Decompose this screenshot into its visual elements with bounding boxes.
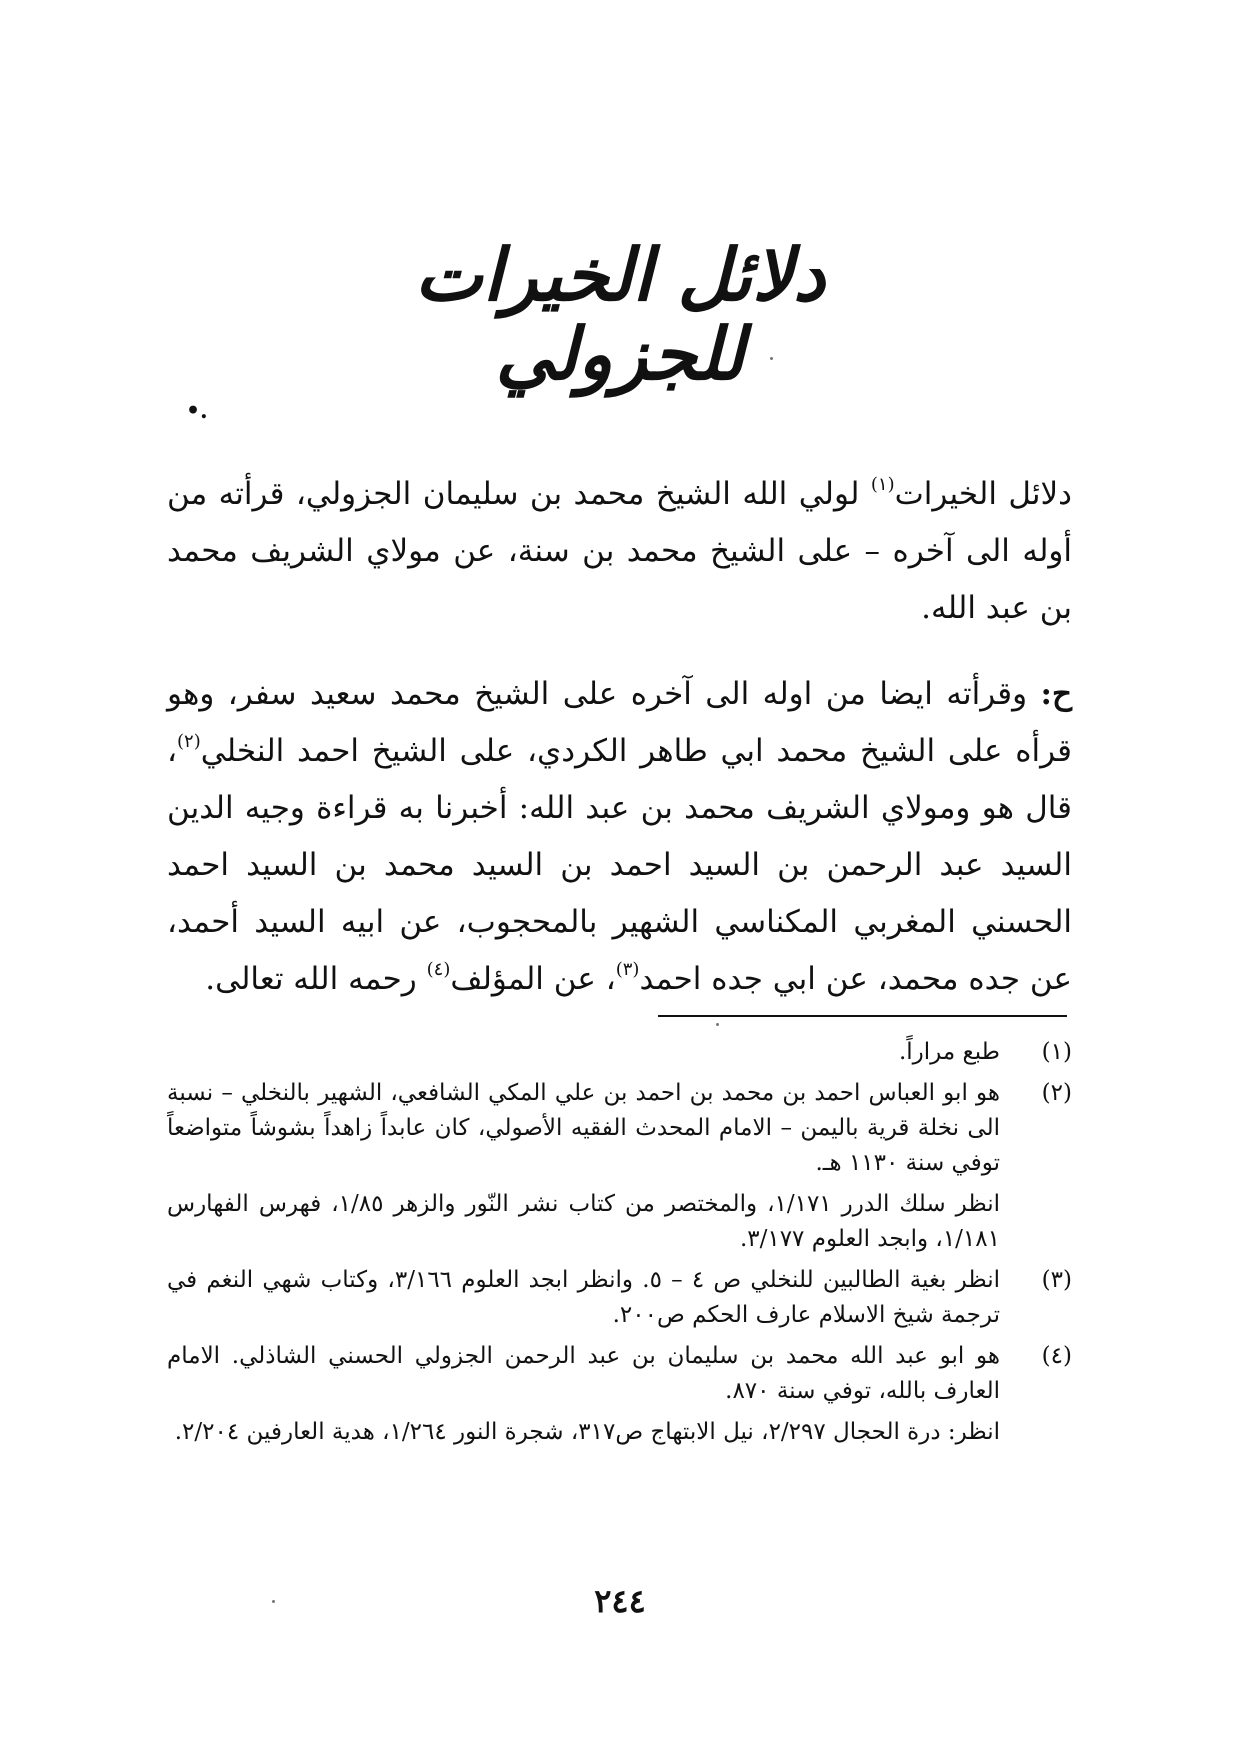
footnote-ref-4[interactable]: (٤) (426, 959, 451, 980)
paragraph-2-part-d: رحمه الله تعالى. (205, 961, 427, 997)
scan-speck (716, 1023, 719, 1026)
paragraph-2-part-b: ، قال هو ومولاي الشريف محمد بن عبد الله: أخبرنا به قراءة وجيه الدين السيد عبد الرحمن بن السيد احمد بن السيد محمد بن السيد احمد الحسني المغربي المكناسي الشهير بالمحجوب، عن ابيه السيد أحمد، عن جده محمد، عن ابي جده احمد (167, 733, 1072, 997)
footnote-text: هو ابو العباس احمد بن محمد بن احمد بن علي المكي الشافعي، الشهير بالنخلي – نسبة الى نخلة قرية باليمن – الامام المحدث الفقيه الأصولي، كان عابداً زاهداً بشوشاً متواضعاً توفي سنة ١١٣٠ هـ. (167, 1080, 1000, 1176)
paragraph-1 (167, 466, 1072, 637)
footnote-ref-1[interactable]: (١) (870, 474, 895, 495)
footnote-item (167, 1076, 1072, 1257)
footnote-number: (٤) (1041, 1343, 1072, 1369)
footnote-text: هو ابو عبد الله محمد بن سليمان بن عبد الرحمن الجزولي الحسني الشاذلي. الامام العارف بالله، توفي سنة ٨٧٠. (167, 1343, 1000, 1404)
footnote-ref-2[interactable]: (٢) (177, 731, 201, 752)
footnote-ref-3[interactable]: (٣) (615, 959, 640, 980)
paragraph-2-part-a: وقرأته ايضا من اوله الى آخره على الشيخ محمد سعيد سفر، وهو قرأه على الشيخ محمد ابي طاهر الكردي، على الشيخ احمد النخلي (167, 676, 1072, 769)
footnote-sources: انظر: درة الحجال ٢/٢٩٧، نيل الابتهاج ص٣١٧، شجرة النور ١/٢٦٤، هدية العارفين ٢/٢٠٤. (174, 1419, 1000, 1445)
scan-speck (272, 1600, 275, 1603)
paragraph-1-rest: لولي الله الشيخ محمد بن سليمان الجزولي، قرأته من أوله الى آخره – على الشيخ محمد بن سنة، عن مولاي الشريف محمد بن عبد الله. (167, 476, 1072, 626)
footnote-number: (٢) (1041, 1080, 1072, 1106)
footnote-number: (١) (1041, 1039, 1072, 1065)
footnote-item (167, 1339, 1072, 1450)
scan-speck (770, 357, 773, 360)
page-title: دلائل الخيرات للجزولي (414, 232, 826, 397)
footnote-item (167, 1263, 1072, 1333)
footnote-text: طبع مراراً. (898, 1039, 1000, 1065)
footnote-divider (658, 1015, 1067, 1017)
paragraph-2-lead: ح: (1040, 676, 1072, 712)
paragraph-2 (167, 666, 1072, 1008)
footnote-text: انظر بغية الطالبين للنخلي ص ٤ – ٥. وانظر ابجد العلوم ٣/١٦٦، وكتاب شهي النغم في ترجمة شيخ الاسلام عارف الحكم ص٢٠٠. (167, 1267, 1001, 1328)
paragraph-1-start: دلائل الخيرات (894, 476, 1072, 512)
page-number: ٢٤٤ (594, 1582, 646, 1620)
footnote-number: (٣) (1041, 1267, 1072, 1293)
footnote-sources: انظر سلك الدرر ١/١٧١، والمختصر من كتاب نشر النّور والزهر ١/٨٥، فهرس الفهارس ١/١٨١، وابجد العلوم ٣/١٧٧. (167, 1191, 1001, 1252)
footnote-item (167, 1035, 1072, 1070)
paragraph-2-part-c: ، عن المؤلف (450, 961, 616, 997)
footnotes-list (167, 1035, 1072, 1456)
ornament-mark: •. (186, 398, 208, 424)
